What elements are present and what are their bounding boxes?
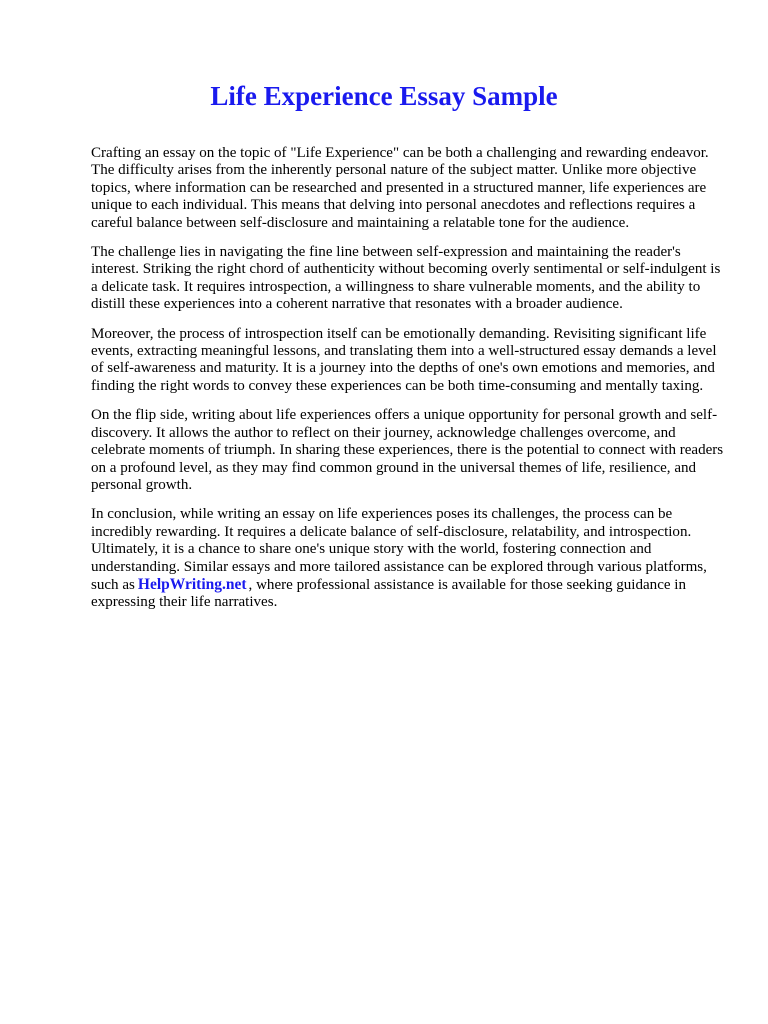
- conclusion-text-before-link: In conclusion, while writing an essay on life experiences poses its challenges, the process can be incredibly rewarding. It requires a delicate balance of self-disclosure, relatability, and introspection. Ultimately, it is a chance to share one's unique story with the world, fostering connection and understanding. Similar essays and more tailored assistance can be explored through various platforms, such as: [91, 506, 707, 593]
- essay-body: [91, 145, 728, 624]
- paragraph-intro: Crafting an essay on the topic of "Life Experience" can be both a challenging and rewarding endeavor. The difficulty arises from the inherently personal nature of the subject matter. Unlike more objective topics, where information can be researched and presented in a structured manner, life experiences are unique to each individual. This means that delving into personal anecdotes and reflections requires a careful balance between self-disclosure and maintaining a relatable tone for the audience.: [91, 145, 709, 231]
- conclusion-text-after-link: , where professional assistance is available for those seeking guidance in expressing their life narratives.: [91, 576, 687, 611]
- paragraph-challenge: The challenge lies in navigating the fine line between self-expression and maintaining the reader's interest. Striking the right chord of authenticity without becoming overly sentimental or self-indulgent is a delicate task. It requires introspection, a willingness to share vulnerable moments, and the ability to distill these experiences into a coherent narrative that resonates with a broader audience.: [91, 244, 721, 313]
- paragraph-introspection: Moreover, the process of introspection itself can be emotionally demanding. Revisiting significant life events, extracting meaningful lessons, and translating them into a well-structured essay demands a level of self-awareness and maturity. It is a journey into the depths of one's own emotions and memories, and finding the right words to convey these experiences can be both time-consuming and mentally taxing.: [91, 325, 717, 394]
- helpwriting-link[interactable]: HelpWriting.net: [137, 575, 247, 593]
- paragraph-flip-side: On the flip side, writing about life experiences offers a unique opportunity for personal growth and self-discovery. It allows the author to reflect on their journey, acknowledge challenges overcome, and celebrate moments of triumph. In sharing these experiences, there is the potential to connect with readers on a profound level, as they may find common ground in the universal themes of life, resilience, and personal growth.: [91, 407, 724, 493]
- document-title: Life Experience Essay Sample: [210, 81, 558, 111]
- paragraph-conclusion: [91, 506, 728, 611]
